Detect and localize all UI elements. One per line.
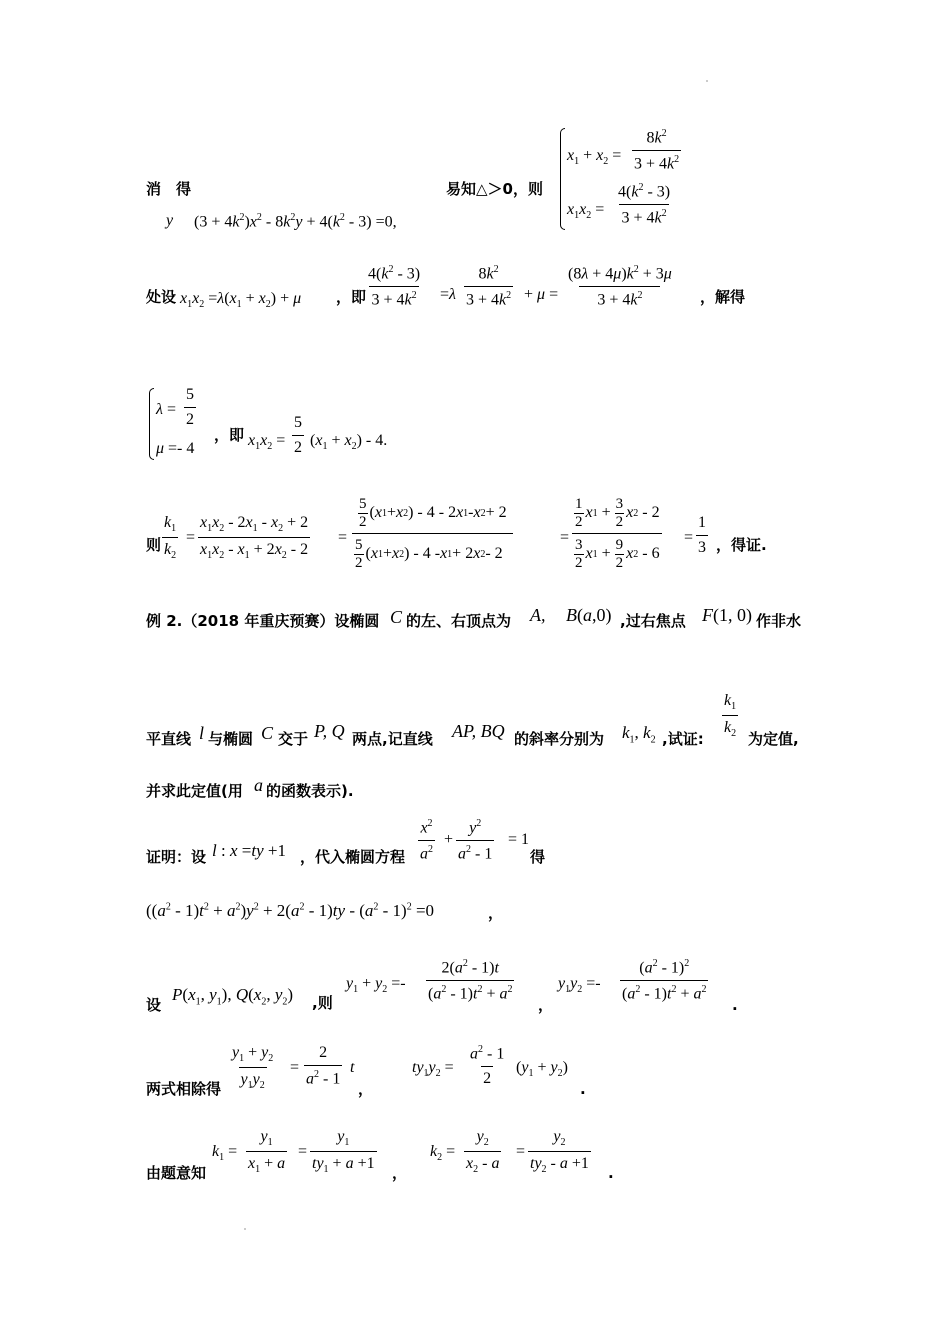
example2-A: A,	[530, 605, 546, 625]
example2-APBQ: AP, BQ	[452, 721, 505, 741]
var-y: y	[166, 212, 174, 229]
ty-frac: $\frac{a^2 - 1}{2}$	[470, 1044, 505, 1087]
bottom-dot	[244, 1228, 246, 1230]
sys1-lhs2: $x_1x_2$ =	[567, 201, 605, 222]
line2-frac-c: $\frac{(8\lambda + 4\mu)k^2 + 3\mu}{3 + 4k^2}$	[568, 264, 672, 309]
quad-tail: ，	[488, 904, 504, 922]
ty-tail: $(y_1 + y_2)$	[516, 1059, 568, 1080]
sum-frac: $\frac{2(a^2 - 1)t}{(a^2 - 1)t^2 + a^2}$	[428, 958, 513, 1003]
eq-sign-3: =	[560, 529, 570, 546]
proof-ze: ,则	[312, 994, 333, 1012]
example2-text-2: 的左、右顶点为	[406, 612, 512, 630]
text-chu-she: 处设	[146, 288, 177, 306]
prod-period: .	[732, 996, 738, 1014]
example2-C2: C	[261, 723, 274, 743]
k-ratio: $\frac{k_1}{k_2}$	[164, 514, 177, 562]
example2-text-5: 平直线	[146, 730, 192, 748]
k2-frac-1: $\frac{y_2}{x_2 - a}$	[466, 1128, 500, 1176]
ty-period: .	[580, 1080, 586, 1098]
lambda-frac: $\frac{5}{2}$	[186, 386, 194, 428]
example2-C: C	[390, 607, 403, 627]
line2-frac-b: $\frac{8k^2}{3 + 4k^2}$	[466, 264, 512, 309]
example2-text-13: 的函数表示).	[266, 782, 354, 800]
example2-text-3: ,过右焦点	[620, 612, 686, 630]
prod-frac: $\frac{(a^2 - 1)^2}{(a^2 - 1)t^2 + a^2}$	[622, 958, 707, 1003]
example2-F: F(1, 0)	[702, 605, 752, 625]
text-jie-de: ，解得	[700, 288, 746, 306]
ellipse-frac-1: $\frac{x^2}{a^2}$	[420, 818, 433, 863]
k1-frac-2: $\frac{y_1}{ty_1 + a +1}$	[312, 1128, 375, 1176]
proof-PQ: $P(x_1$, $y_1$), $Q(x_2$, $y_2$)	[172, 985, 294, 1008]
eq-sign-2: =	[338, 529, 348, 546]
example2-text-8: 两点,记直线	[352, 730, 433, 748]
k1-lhs: $k_1$ =	[212, 1143, 238, 1164]
lambda-lhs: λ =	[156, 401, 176, 418]
example2-text-12: 并求此定值(用	[146, 782, 243, 800]
example2-PQ: P, Q	[314, 721, 345, 741]
ratio-frac-3: 1 2 x 1 + 3 2 x 2 - 2 3 2 x 1 + 9 2 x 2 - 6	[572, 496, 662, 571]
eq-sign-4: =	[684, 529, 694, 546]
example2-l: l	[199, 723, 205, 743]
sys1-frac2: $\frac{4(k^2 - 3)}{3 + 4k^2}$	[618, 182, 671, 227]
ellipse-eq: = 1	[508, 831, 530, 848]
ellipse-frac-2: $\frac{y^2}{a^2 - 1}$	[458, 818, 493, 863]
div-t: t	[350, 1059, 355, 1076]
k2-eq: =	[516, 1143, 526, 1160]
result-frac: $\frac{5}{2}$	[294, 414, 302, 456]
example2-text-9: 的斜率分别为	[514, 730, 605, 748]
equation-assume: $x_1x_2 =\lambda(x_1 + x_2) + \mu$	[180, 290, 302, 311]
text-de-zheng: ，得证.	[716, 536, 767, 554]
example2-text-10: ,试证:	[662, 730, 704, 748]
div-rhs-frac: $\frac{2}{a^2 - 1}$	[306, 1044, 341, 1087]
eq-sign-1: =	[186, 529, 196, 546]
ty-lhs: $ty_1y_2$ =	[412, 1059, 454, 1080]
example2-text-7: 交于	[278, 730, 309, 748]
example2-text-4: 作非水	[756, 612, 802, 630]
proof-liangshi: 两式相除得	[146, 1080, 222, 1098]
proof-zhengming: 证明：设	[146, 848, 207, 866]
prod-lhs: $y_1y_2$ =-	[558, 975, 601, 996]
corner-dot	[706, 80, 708, 82]
ellipse-plus: +	[444, 831, 454, 848]
proof-she: 设	[146, 996, 162, 1014]
text-yi-zhi: 易知△＞0，则	[446, 180, 543, 198]
example2-text-6: 与椭圆	[208, 730, 254, 748]
system-brace-2	[149, 388, 154, 460]
k1-eq: =	[298, 1143, 308, 1160]
sum-comma: ，	[538, 996, 554, 1014]
ratio-frac-4: $\frac{1}{3}$	[698, 514, 706, 556]
example2-a: a	[254, 775, 263, 795]
div-comma: ，	[358, 1080, 374, 1098]
sys1-lhs1: $x_1 + x_2$ =	[567, 147, 622, 168]
k2-lhs: $k_2$ =	[430, 1143, 456, 1164]
result-lhs: $x_1x_2$ =	[248, 432, 286, 453]
div-frac: $\frac{y_1 + y_2}{y_1y_2}$	[232, 1044, 274, 1092]
mu-eq: μ =- 4	[156, 440, 195, 457]
k2-frac-2: $\frac{y_2}{ty_2 - a +1}$	[530, 1128, 589, 1176]
text-ji: ，即	[336, 288, 367, 306]
proof-line-l: l : x =ty +1	[212, 841, 286, 860]
proof-dairu: ，代入椭圆方程	[300, 848, 406, 866]
equation-quadratic: $(3 + 4k^2)x^2 - 8k^2y + 4(k^2 - 3) =0$,	[194, 212, 397, 231]
example2-ratio: $\frac{k_1}{k_2}$	[724, 692, 737, 740]
example2-B: B(a,0)	[566, 605, 612, 625]
proof-youti: 由题意知	[146, 1164, 207, 1182]
line2-eq-lambda: =λ	[440, 286, 456, 303]
example2-k12: $k_1$, $k_2$	[622, 723, 656, 746]
k1-frac-1: $\frac{y_1}{x_1 + a}$	[248, 1128, 286, 1176]
text-ze: 则	[146, 536, 162, 554]
result-rhs: $(x_1 + x_2) - 4$.	[310, 432, 388, 453]
text-xiao-de: 消 得	[146, 180, 192, 198]
text-ji-2: ，即	[214, 426, 245, 444]
sum-lhs: $y_1 + y_2$ =-	[346, 975, 406, 996]
ratio-frac-1: $\frac{x_1x_2 - 2x_1 - x_2 + 2}{x_1x_2 - x_1 + 2x_2 - 2}$	[200, 514, 309, 562]
sys1-frac1: $\frac{8k^2}{3 + 4k^2}$	[634, 128, 680, 173]
k1-comma: ，	[392, 1164, 408, 1182]
quadratic-in-y: $((a^2 - 1)t^2 + a^2)y^2 + 2(a^2 - 1)ty - (a^2 - 1)^2 =0$	[146, 901, 435, 920]
line2-plus-mu: + μ =	[524, 286, 559, 303]
line2-frac-a: $\frac{4(k^2 - 3)}{3 + 4k^2}$	[368, 264, 421, 309]
k2-period: .	[608, 1164, 614, 1182]
proof-de: 得	[530, 848, 546, 866]
system-brace-1	[560, 128, 565, 230]
example2-text-11: 为定值,	[748, 730, 799, 748]
div-eq: =	[290, 1059, 300, 1076]
ratio-frac-2: 5 2 ( x 1 + x 2 ) - 4 - 2 x 1 - x 2 + 2 5 2 ( x 1 + x 2 ) - 4 - x 1 + 2 x 2 - 2	[352, 496, 513, 571]
example2-text-1: 例 2.（2018 年重庆预赛）设椭圆	[146, 612, 380, 630]
